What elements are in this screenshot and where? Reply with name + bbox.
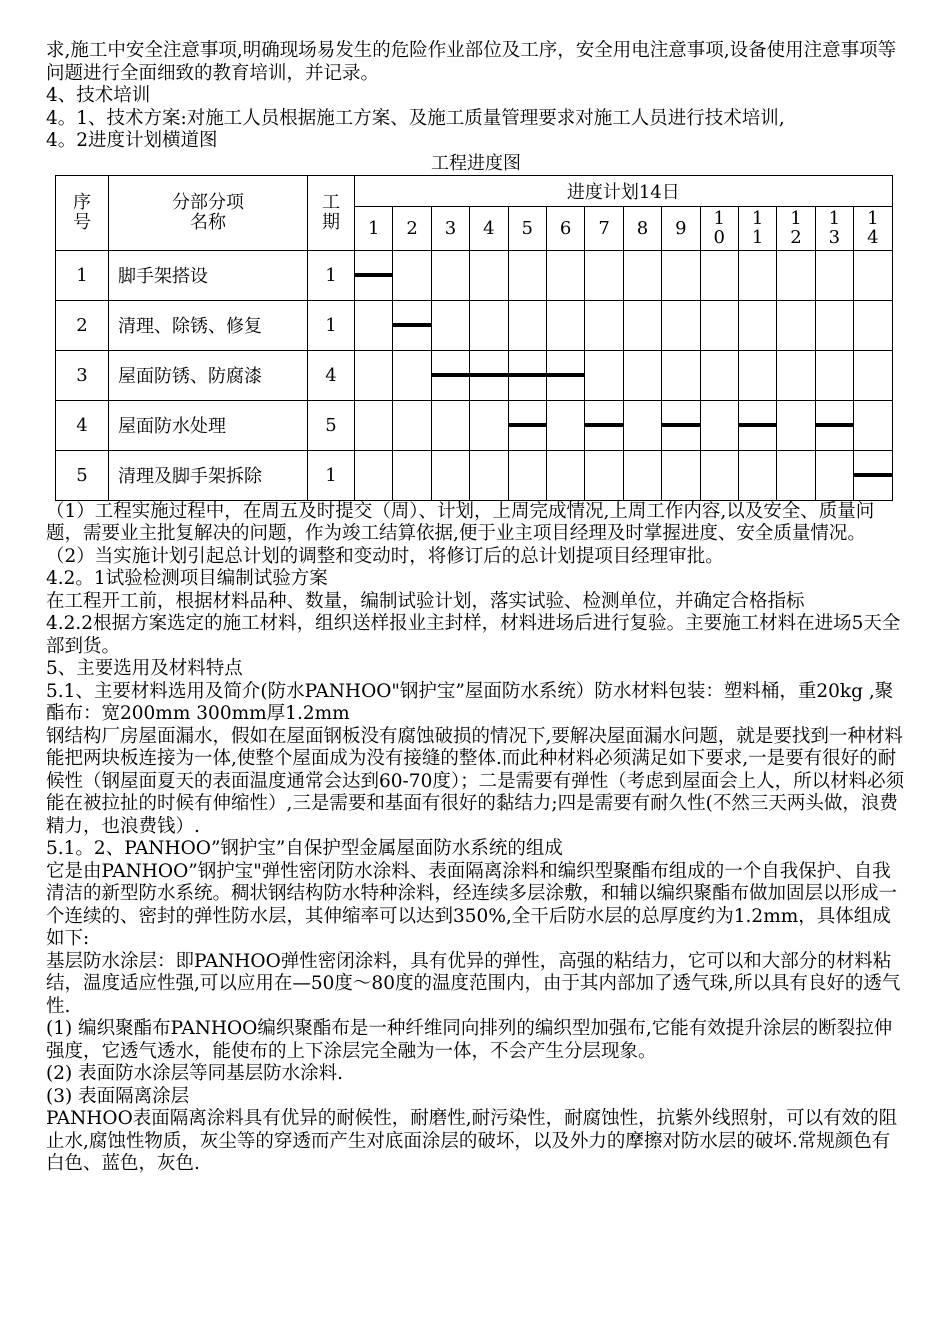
row-duration: 1	[308, 250, 355, 300]
day-cell	[470, 250, 508, 300]
gantt-bar	[854, 473, 892, 477]
day-cell	[662, 300, 700, 350]
day-header-7: 7	[585, 206, 623, 250]
day-cell	[585, 250, 623, 300]
day-cell	[355, 250, 393, 300]
day-header-11: 1 1	[738, 206, 776, 250]
header-plan: 进度计划14日	[355, 175, 893, 206]
day-cell	[508, 350, 546, 400]
day-cell	[854, 400, 893, 450]
paragraph-2: （2）当实施计划引起总计划的调整和变动时，将修订后的总计划提项目经理审批。	[46, 545, 724, 567]
gantt-bar	[509, 423, 546, 427]
paragraph-12: (1) 编织聚酯布PANHOO编织聚酯布是一种纤维同向排列的编织型加强布,它能有效提升涂层的断裂拉伸强度，它透气透水，能使布的上下涂层完全融为一体，不会产生分层现象。	[46, 1018, 893, 1062]
gantt-bar	[739, 423, 776, 427]
day-cell	[662, 450, 700, 500]
paragraph-11: 基层防水涂层：即PANHOO弹性密闭涂料，具有优异的弹性，高强的粘结力，它可以和大部分的材料粘结，温度适应性强,可以应用在—50度～80度的温度范围内，由于其内部加了透气珠,所以具有良好的透气性.	[46, 950, 901, 1017]
day-cell	[585, 400, 623, 450]
day-cell	[470, 400, 508, 450]
row-duration: 4	[308, 350, 355, 400]
day-cell	[738, 300, 776, 350]
day-cell	[854, 300, 893, 350]
day-cell	[623, 450, 661, 500]
paragraph-13: (2) 表面防水涂层等同基层防水涂料.	[46, 1063, 343, 1084]
day-cell	[431, 350, 469, 400]
row-duration: 5	[308, 400, 355, 450]
day-cell	[623, 400, 661, 450]
row-seq: 1	[56, 250, 109, 300]
paragraph-4: 在工程开工前，根据材料品种、数量，编制试验计划，落实试验、检测单位，并确定合格指标	[46, 590, 805, 612]
row-seq: 3	[56, 350, 109, 400]
paragraph-safety-training: 求,施工中安全注意事项,明确现场易发生的危险作业部位及工序，安全用电注意事项,设备使用注意事项等问题进行全面细致的教育培训，并记录。	[46, 40, 897, 84]
day-cell	[662, 250, 700, 300]
day-cell	[585, 300, 623, 350]
day-cell	[738, 400, 776, 450]
row-seq: 5	[56, 450, 109, 500]
gantt-bar	[816, 423, 853, 427]
row-seq: 4	[56, 400, 109, 450]
day-cell	[470, 350, 508, 400]
day-cell	[546, 450, 584, 500]
row-duration: 1	[308, 450, 355, 500]
table-row	[56, 350, 893, 400]
day-cell	[546, 250, 584, 300]
day-header-14: 1 4	[854, 206, 893, 250]
day-header-9: 9	[662, 206, 700, 250]
paragraph-5: 4.2.2根据方案选定的施工材料，组织送样报业主封样，材料进场后进行复验。主要施工材料在进场5天全部到货。	[46, 613, 901, 657]
document-page	[46, 40, 906, 1176]
day-cell	[355, 350, 393, 400]
header-duration: 工 期	[308, 175, 355, 250]
gantt-bar	[355, 273, 392, 277]
day-cell	[431, 450, 469, 500]
heading-tech-training: 4、技术培训	[46, 85, 151, 106]
day-cell	[546, 350, 584, 400]
day-cell	[585, 350, 623, 400]
day-cell	[700, 400, 738, 450]
day-cell	[777, 400, 815, 450]
day-header-4: 4	[470, 206, 508, 250]
paragraph-15: PANHOO表面隔离涂料具有优异的耐候性，耐磨性,耐污染性，耐腐蚀性，抗紫外线照射，可以有效的阻止水,腐蚀性物质，灰尘等的穿透而产生对底面涂层的破坏，以及外力的摩擦对防水层的破坏.常规颜色有白色、蓝色，灰色.	[46, 1108, 898, 1174]
paragraph-14: (3) 表面隔离涂层	[46, 1085, 190, 1107]
heading-gantt: 4。2进度计划横道图	[46, 130, 218, 151]
day-cell	[738, 250, 776, 300]
day-cell	[815, 400, 853, 450]
table-row	[56, 400, 893, 450]
day-header-10: 1 0	[700, 206, 738, 250]
row-task-name: 清理、除锈、修复	[109, 300, 308, 350]
day-cell	[355, 400, 393, 450]
day-cell	[393, 400, 431, 450]
day-cell	[777, 250, 815, 300]
day-cell	[393, 300, 431, 350]
gantt-bar	[546, 373, 584, 377]
table-row	[56, 250, 893, 300]
paragraph-3: 4.2。1试验检测项目编制试验方案	[46, 568, 328, 589]
gantt-bar	[469, 373, 508, 377]
day-cell	[662, 400, 700, 450]
paragraph-1: （1）工程实施过程中，在周五及时提交（周）、计划，上周完成情况,上周工作内容,以及安全、质量问题，需要业主批复解决的问题，作为竣工结算依据,便于业主项目经理及时掌握进度、安全质量情况。	[46, 500, 875, 544]
day-cell	[470, 300, 508, 350]
row-task-name: 清理及脚手架拆除	[109, 450, 308, 500]
gantt-bar	[393, 323, 430, 327]
day-cell	[431, 300, 469, 350]
day-cell	[700, 450, 738, 500]
day-cell	[470, 450, 508, 500]
day-cell	[508, 400, 546, 450]
day-header-6: 6	[546, 206, 584, 250]
header-name: 分部分项 名称	[109, 175, 308, 250]
paragraph-10: 它是由PANHOO”钢护宝"弹性密闭防水涂料、表面隔离涂料和编织型聚酯布组成的一个自我保护、自我清洁的新型防水系统。稠状钢结构防水特种涂料，经连续多层涂敷，和辅以编织聚酯布做加固层以形成一个连续的、密封的弹性防水层，其伸缩率可以达到350%,全干后防水层的总厚度约为1.2mm，具体组成如下:	[46, 860, 898, 949]
day-cell	[585, 450, 623, 500]
day-cell	[393, 350, 431, 400]
row-task-name: 脚手架搭设	[109, 250, 308, 300]
day-cell	[508, 300, 546, 350]
day-cell	[700, 250, 738, 300]
paragraph-tech-plan: 4。1、技术方案:对施工人员根据施工方案、及施工质量管理要求对施工人员进行技术培训,	[46, 107, 785, 129]
day-cell	[815, 450, 853, 500]
day-header-2: 2	[393, 206, 431, 250]
day-cell	[546, 300, 584, 350]
day-cell	[623, 350, 661, 400]
day-cell	[854, 250, 893, 300]
day-cell	[355, 300, 393, 350]
row-seq: 2	[56, 300, 109, 350]
day-header-12: 1 2	[777, 206, 815, 250]
day-cell	[777, 300, 815, 350]
header-seq: 序 号	[56, 175, 109, 250]
day-cell	[815, 300, 853, 350]
day-cell	[508, 250, 546, 300]
gantt-bar	[508, 373, 547, 377]
day-cell	[815, 350, 853, 400]
day-cell	[546, 400, 584, 450]
day-cell	[393, 450, 431, 500]
day-cell	[431, 400, 469, 450]
day-cell	[738, 450, 776, 500]
gantt-table	[55, 175, 893, 501]
day-cell	[777, 350, 815, 400]
day-cell	[431, 250, 469, 300]
paragraph-9: 5.1。2、PANHOO”钢护宝”自保护型金属屋面防水系统的组成	[46, 838, 563, 859]
paragraph-8: 钢结构厂房屋面漏水，假如在屋面钢板没有腐蚀破损的情况下,要解决屋面漏水问题，就是要找到一种材料能把两块板连接为一体,使整个屋面成为没有接缝的整体.而此种材料必须满足如下要求,一是要有很好的耐候性（钢屋面夏天的表面温度通常会达到60-70度）；二是需要有弹性（考虑到屋面会上人，所以材料必须能在被拉扯的时候有伸缩性）,三是需要和基面有很好的黏结力;四是需要有耐久性(不然三天两头做，浪费精力，也浪费钱）.	[46, 725, 905, 837]
day-cell	[355, 450, 393, 500]
day-cell	[854, 450, 893, 500]
table-row	[56, 450, 893, 500]
paragraph-7: 5.1、主要材料选用及简介(防水PANHOO"钢护宝”屋面防水系统）防水材料包装：塑料桶，重20kg ,聚酯布：宽200mm 300mm厚1.2mm	[46, 680, 894, 724]
day-header-13: 1 3	[815, 206, 853, 250]
day-cell	[777, 450, 815, 500]
day-header-3: 3	[431, 206, 469, 250]
day-cell	[508, 450, 546, 500]
day-header-8: 8	[623, 206, 661, 250]
gantt-bar	[662, 423, 699, 427]
day-cell	[623, 250, 661, 300]
row-task-name: 屋面防锈、防腐漆	[109, 350, 308, 400]
day-cell	[700, 350, 738, 400]
day-header-5: 5	[508, 206, 546, 250]
day-cell	[815, 250, 853, 300]
row-task-name: 屋面防水处理	[109, 400, 308, 450]
row-duration: 1	[308, 300, 355, 350]
day-cell	[662, 350, 700, 400]
gantt-bar	[432, 373, 470, 377]
table-row	[56, 300, 893, 350]
day-header-1: 1	[355, 206, 393, 250]
gantt-bar	[585, 423, 622, 427]
day-cell	[393, 250, 431, 300]
day-cell	[854, 350, 893, 400]
bottom-paragraphs	[46, 501, 906, 1176]
paragraph-6: 5、主要选用及材料特点	[46, 658, 243, 679]
day-cell	[738, 350, 776, 400]
day-cell	[623, 300, 661, 350]
day-cell	[700, 300, 738, 350]
gantt-title: 工程进度图	[431, 152, 521, 174]
